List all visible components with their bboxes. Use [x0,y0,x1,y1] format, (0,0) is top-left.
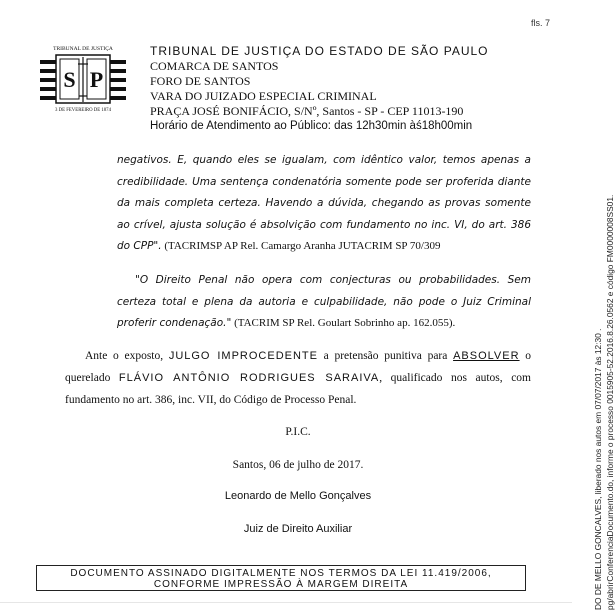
quote-paragraph-1 [117,150,531,258]
court-header [150,44,489,134]
signer-role: Juiz de Direito Auxiliar [243,523,353,535]
decision-part-4: , qualificado nos autos, com fundamento no art. 386, inc. VII, do Código de Processo Penal. [65,372,531,406]
margin-line-2: pg/abrirConferenciaDocumento.do, informe o processo 0015905-52.2016.8.26.0562 e código FM0000008SS01. [605,194,615,610]
decision-part-3: o querelado [65,350,531,384]
decision-part-2: a pretensão punitiva para [317,350,454,362]
pic-line: P.I.C. [285,426,311,438]
margin-line-1: DO DE MELLO GONCALVES, liberado nos autos em 07/07/2017 às 12:30 . [593,328,603,610]
page-number: fls. 7 [530,18,550,28]
logo-bottom-text: 3 DE FEVEREIRO DE 1874 [55,108,111,113]
date-line: Santos, 06 de julho de 2017. [232,459,364,471]
decision-paragraph [65,345,531,411]
logo-letter-left: S [63,67,76,92]
decision-part-1: Ante o exposto, [85,350,169,362]
quote-1-reference: (TACRIMSP AP Rel. Camargo Aranha JUTACRIM SP 70/309 [161,240,441,252]
quote-paragraph-2 [117,270,531,335]
decision-judgment: JULGO IMPROCEDENTE [168,350,318,362]
signer-name: Leonardo de Mello Gonçalves [224,490,372,502]
margin-verification-text [592,195,616,610]
court-seal-logo [38,40,128,116]
quote-1-text: negativos. E, quando eles se igualam, com idêntico valor, temos apenas a credibilidade. Uma sentença condenatória somente pode ser proferida diante da mais completa certeza. Havendo a dúvida, chegando as provas somente ao crível, ajusta solução é absolvição com fundamento no inc. VI, do art. 386 do CPP". [117,154,531,252]
decision-absolve: ABSOLVER [453,350,520,362]
page-bottom-divider [0,602,572,603]
logo-letter-right: P [89,67,104,92]
header-address: PRAÇA JOSÉ BONIFÁCIO, S/Nº, Santos - SP - CEP 11013-190 [150,104,464,118]
header-vara: VARA DO JUIZADO ESPECIAL CRIMINAL [150,89,377,103]
quote-2-text: "O Direito Penal não opera com conjecturas ou probabilidades. Sem certeza total e plena da autoria e culpabilidade, não pode o Juiz Criminal proferir condenação." [117,274,531,329]
defendant-name: FLÁVIO ANTÔNIO RODRIGUES SARAIVA [118,372,380,384]
digital-signature-stamp [36,565,526,591]
header-hours: Horário de Atendimento ao Público: das 12h30min àś18h00min [150,120,473,132]
header-comarca: COMARCA DE SANTOS [150,59,279,73]
stamp-line-1: DOCUMENTO ASSINADO DIGITALMENTE NOS TERMOS DA LEI 11.419/2006, [70,568,492,579]
header-court-name: TRIBUNAL DE JUSTIÇA DO ESTADO DE SÃO PAULO [150,44,489,58]
logo-top-text: TRIBUNAL DE JUSTIÇA [53,46,113,52]
quote-2-reference: (TACRIM SP Rel. Goulart Sobrinho ap. 162.055). [231,317,456,329]
header-foro: FORO DE SANTOS [150,74,251,88]
stamp-line-2: CONFORME IMPRESSÃO À MARGEM DIREITA [153,579,409,590]
